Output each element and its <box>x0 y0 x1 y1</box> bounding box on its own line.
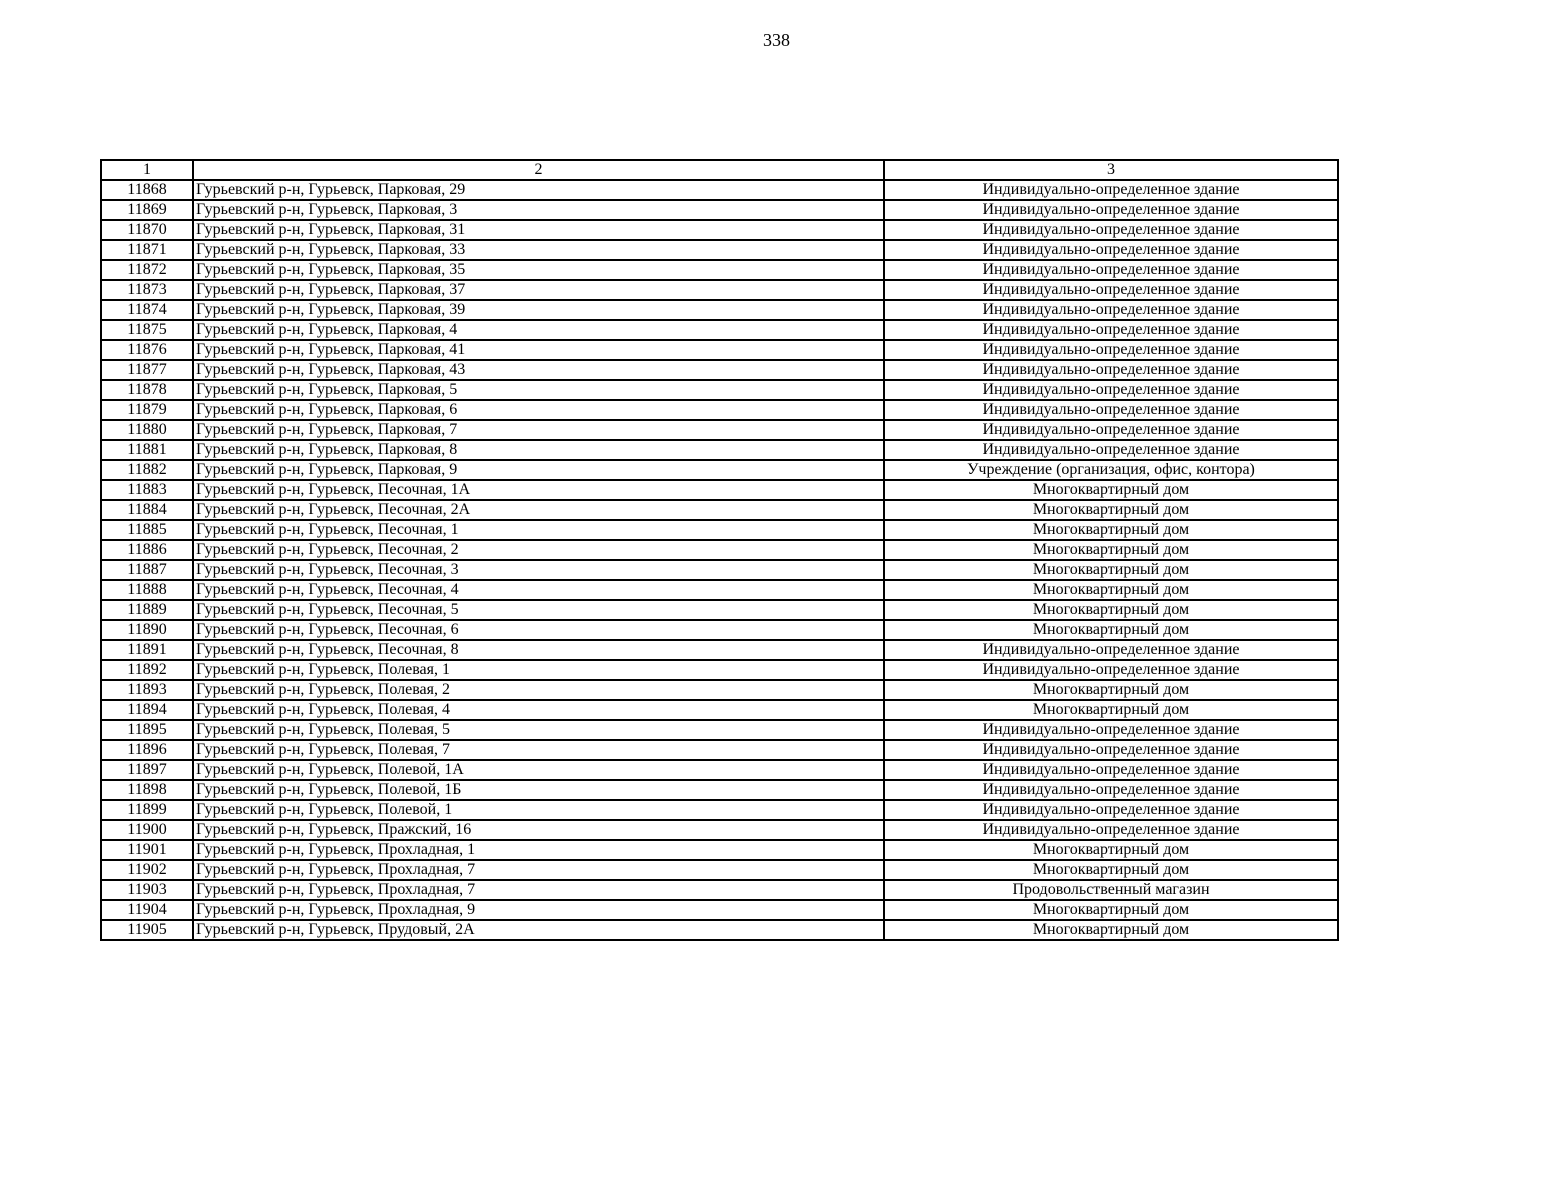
row-number-cell: 11896 <box>101 740 193 760</box>
object-type-cell: Многоквартирный дом <box>884 860 1338 880</box>
row-number-cell: 11869 <box>101 200 193 220</box>
address-cell: Гурьевский р-н, Гурьевск, Парковая, 33 <box>193 240 884 260</box>
object-type-cell: Индивидуально-определенное здание <box>884 800 1338 820</box>
table-header-row <box>101 160 1338 180</box>
row-number-cell: 11905 <box>101 920 193 940</box>
column-header-3: 3 <box>884 160 1338 180</box>
address-cell: Гурьевский р-н, Гурьевск, Полевая, 5 <box>193 720 884 740</box>
row-number-cell: 11895 <box>101 720 193 740</box>
object-type-cell: Многоквартирный дом <box>884 920 1338 940</box>
table-row <box>101 740 1338 760</box>
row-number-cell: 11901 <box>101 840 193 860</box>
table-row <box>101 640 1338 660</box>
row-number-cell: 11884 <box>101 500 193 520</box>
table-row <box>101 780 1338 800</box>
address-cell: Гурьевский р-н, Гурьевск, Парковая, 8 <box>193 440 884 460</box>
object-type-cell: Индивидуально-определенное здание <box>884 780 1338 800</box>
table-row <box>101 220 1338 240</box>
object-type-cell: Индивидуально-определенное здание <box>884 380 1338 400</box>
table-row <box>101 600 1338 620</box>
address-cell: Гурьевский р-н, Гурьевск, Полевая, 7 <box>193 740 884 760</box>
address-cell: Гурьевский р-н, Гурьевск, Парковая, 41 <box>193 340 884 360</box>
table-row <box>101 700 1338 720</box>
row-number-cell: 11897 <box>101 760 193 780</box>
row-number-cell: 11876 <box>101 340 193 360</box>
object-type-cell: Индивидуально-определенное здание <box>884 280 1338 300</box>
row-number-cell: 11899 <box>101 800 193 820</box>
address-cell: Гурьевский р-н, Гурьевск, Парковая, 37 <box>193 280 884 300</box>
address-cell: Гурьевский р-н, Гурьевск, Парковая, 6 <box>193 400 884 420</box>
object-type-cell: Индивидуально-определенное здание <box>884 440 1338 460</box>
table-row <box>101 680 1338 700</box>
table-row <box>101 440 1338 460</box>
object-type-cell: Многоквартирный дом <box>884 500 1338 520</box>
table-row <box>101 520 1338 540</box>
table-row <box>101 420 1338 440</box>
object-type-cell: Индивидуально-определенное здание <box>884 400 1338 420</box>
row-number-cell: 11875 <box>101 320 193 340</box>
address-cell: Гурьевский р-н, Гурьевск, Парковая, 43 <box>193 360 884 380</box>
object-type-cell: Индивидуально-определенное здание <box>884 180 1338 200</box>
object-type-cell: Многоквартирный дом <box>884 600 1338 620</box>
row-number-cell: 11874 <box>101 300 193 320</box>
address-cell: Гурьевский р-н, Гурьевск, Парковая, 35 <box>193 260 884 280</box>
address-cell: Гурьевский р-н, Гурьевск, Прохладная, 7 <box>193 880 884 900</box>
table-row <box>101 380 1338 400</box>
row-number-cell: 11868 <box>101 180 193 200</box>
address-cell: Гурьевский р-н, Гурьевск, Песочная, 1А <box>193 480 884 500</box>
address-cell: Гурьевский р-н, Гурьевск, Парковая, 31 <box>193 220 884 240</box>
object-type-cell: Многоквартирный дом <box>884 840 1338 860</box>
table-row <box>101 580 1338 600</box>
address-cell: Гурьевский р-н, Гурьевск, Парковая, 9 <box>193 460 884 480</box>
table-row <box>101 280 1338 300</box>
object-type-cell: Индивидуально-определенное здание <box>884 740 1338 760</box>
row-number-cell: 11891 <box>101 640 193 660</box>
address-cell: Гурьевский р-н, Гурьевск, Полевой, 1А <box>193 760 884 780</box>
row-number-cell: 11904 <box>101 900 193 920</box>
row-number-cell: 11893 <box>101 680 193 700</box>
table-row <box>101 460 1338 480</box>
object-type-cell: Индивидуально-определенное здание <box>884 320 1338 340</box>
row-number-cell: 11878 <box>101 380 193 400</box>
address-cell: Гурьевский р-н, Гурьевск, Песочная, 2 <box>193 540 884 560</box>
object-type-cell: Многоквартирный дом <box>884 560 1338 580</box>
table-row <box>101 560 1338 580</box>
row-number-cell: 11881 <box>101 440 193 460</box>
row-number-cell: 11902 <box>101 860 193 880</box>
object-type-cell: Учреждение (организация, офис, контора) <box>884 460 1338 480</box>
table-row <box>101 240 1338 260</box>
object-type-cell: Многоквартирный дом <box>884 480 1338 500</box>
object-type-cell: Индивидуально-определенное здание <box>884 420 1338 440</box>
address-cell: Гурьевский р-н, Гурьевск, Парковая, 4 <box>193 320 884 340</box>
table-row <box>101 660 1338 680</box>
address-cell: Гурьевский р-н, Гурьевск, Полевой, 1 <box>193 800 884 820</box>
object-type-cell: Многоквартирный дом <box>884 680 1338 700</box>
object-type-cell: Многоквартирный дом <box>884 900 1338 920</box>
table-row <box>101 880 1338 900</box>
table-row <box>101 320 1338 340</box>
table-row <box>101 800 1338 820</box>
page-number: 338 <box>763 30 790 50</box>
object-type-cell: Индивидуально-определенное здание <box>884 660 1338 680</box>
table-row <box>101 860 1338 880</box>
row-number-cell: 11882 <box>101 460 193 480</box>
object-type-cell: Индивидуально-определенное здание <box>884 300 1338 320</box>
object-type-cell: Многоквартирный дом <box>884 620 1338 640</box>
object-type-cell: Индивидуально-определенное здание <box>884 220 1338 240</box>
table-row <box>101 720 1338 740</box>
table-row <box>101 400 1338 420</box>
object-type-cell: Индивидуально-определенное здание <box>884 260 1338 280</box>
row-number-cell: 11892 <box>101 660 193 680</box>
object-type-cell: Индивидуально-определенное здание <box>884 640 1338 660</box>
address-cell: Гурьевский р-н, Гурьевск, Пражский, 16 <box>193 820 884 840</box>
address-cell: Гурьевский р-н, Гурьевск, Полевая, 4 <box>193 700 884 720</box>
object-type-cell: Индивидуально-определенное здание <box>884 760 1338 780</box>
object-type-cell: Индивидуально-определенное здание <box>884 200 1338 220</box>
row-number-cell: 11879 <box>101 400 193 420</box>
row-number-cell: 11872 <box>101 260 193 280</box>
row-number-cell: 11880 <box>101 420 193 440</box>
table-row <box>101 920 1338 940</box>
row-number-cell: 11894 <box>101 700 193 720</box>
object-type-cell: Индивидуально-определенное здание <box>884 340 1338 360</box>
table-row <box>101 540 1338 560</box>
table-row <box>101 260 1338 280</box>
object-type-cell: Продовольственный магазин <box>884 880 1338 900</box>
object-type-cell: Индивидуально-определенное здание <box>884 820 1338 840</box>
column-header-1: 1 <box>101 160 193 180</box>
address-cell: Гурьевский р-н, Гурьевск, Парковая, 5 <box>193 380 884 400</box>
address-cell: Гурьевский р-н, Гурьевск, Полевая, 1 <box>193 660 884 680</box>
row-number-cell: 11873 <box>101 280 193 300</box>
object-type-cell: Многоквартирный дом <box>884 700 1338 720</box>
row-number-cell: 11877 <box>101 360 193 380</box>
table-row <box>101 300 1338 320</box>
address-cell: Гурьевский р-н, Гурьевск, Парковая, 39 <box>193 300 884 320</box>
table-row <box>101 840 1338 860</box>
row-number-cell: 11900 <box>101 820 193 840</box>
registry-table <box>100 159 1339 941</box>
address-cell: Гурьевский р-н, Гурьевск, Песочная, 2А <box>193 500 884 520</box>
row-number-cell: 11898 <box>101 780 193 800</box>
address-cell: Гурьевский р-н, Гурьевск, Песочная, 8 <box>193 640 884 660</box>
table-row <box>101 200 1338 220</box>
address-cell: Гурьевский р-н, Гурьевск, Песочная, 3 <box>193 560 884 580</box>
object-type-cell: Многоквартирный дом <box>884 580 1338 600</box>
table-row <box>101 820 1338 840</box>
address-cell: Гурьевский р-н, Гурьевск, Парковая, 7 <box>193 420 884 440</box>
table-row <box>101 360 1338 380</box>
address-cell: Гурьевский р-н, Гурьевск, Полевая, 2 <box>193 680 884 700</box>
row-number-cell: 11888 <box>101 580 193 600</box>
row-number-cell: 11870 <box>101 220 193 240</box>
row-number-cell: 11887 <box>101 560 193 580</box>
address-cell: Гурьевский р-н, Гурьевск, Парковая, 29 <box>193 180 884 200</box>
row-number-cell: 11871 <box>101 240 193 260</box>
address-cell: Гурьевский р-н, Гурьевск, Песочная, 4 <box>193 580 884 600</box>
object-type-cell: Индивидуально-определенное здание <box>884 360 1338 380</box>
address-cell: Гурьевский р-н, Гурьевск, Прохладная, 9 <box>193 900 884 920</box>
row-number-cell: 11885 <box>101 520 193 540</box>
table-row <box>101 620 1338 640</box>
table-body <box>101 180 1338 940</box>
object-type-cell: Индивидуально-определенное здание <box>884 720 1338 740</box>
row-number-cell: 11903 <box>101 880 193 900</box>
address-cell: Гурьевский р-н, Гурьевск, Прохладная, 7 <box>193 860 884 880</box>
address-cell: Гурьевский р-н, Гурьевск, Песочная, 5 <box>193 600 884 620</box>
table-row <box>101 500 1338 520</box>
row-number-cell: 11886 <box>101 540 193 560</box>
table-row <box>101 900 1338 920</box>
column-header-2: 2 <box>193 160 884 180</box>
table-row <box>101 180 1338 200</box>
row-number-cell: 11883 <box>101 480 193 500</box>
address-cell: Гурьевский р-н, Гурьевск, Парковая, 3 <box>193 200 884 220</box>
table-row <box>101 760 1338 780</box>
object-type-cell: Многоквартирный дом <box>884 520 1338 540</box>
object-type-cell: Индивидуально-определенное здание <box>884 240 1338 260</box>
address-cell: Гурьевский р-н, Гурьевск, Песочная, 6 <box>193 620 884 640</box>
address-cell: Гурьевский р-н, Гурьевск, Полевой, 1Б <box>193 780 884 800</box>
row-number-cell: 11889 <box>101 600 193 620</box>
address-cell: Гурьевский р-н, Гурьевск, Песочная, 1 <box>193 520 884 540</box>
object-type-cell: Многоквартирный дом <box>884 540 1338 560</box>
address-cell: Гурьевский р-н, Гурьевск, Прудовый, 2А <box>193 920 884 940</box>
table-row <box>101 480 1338 500</box>
address-cell: Гурьевский р-н, Гурьевск, Прохладная, 1 <box>193 840 884 860</box>
row-number-cell: 11890 <box>101 620 193 640</box>
table-row <box>101 340 1338 360</box>
